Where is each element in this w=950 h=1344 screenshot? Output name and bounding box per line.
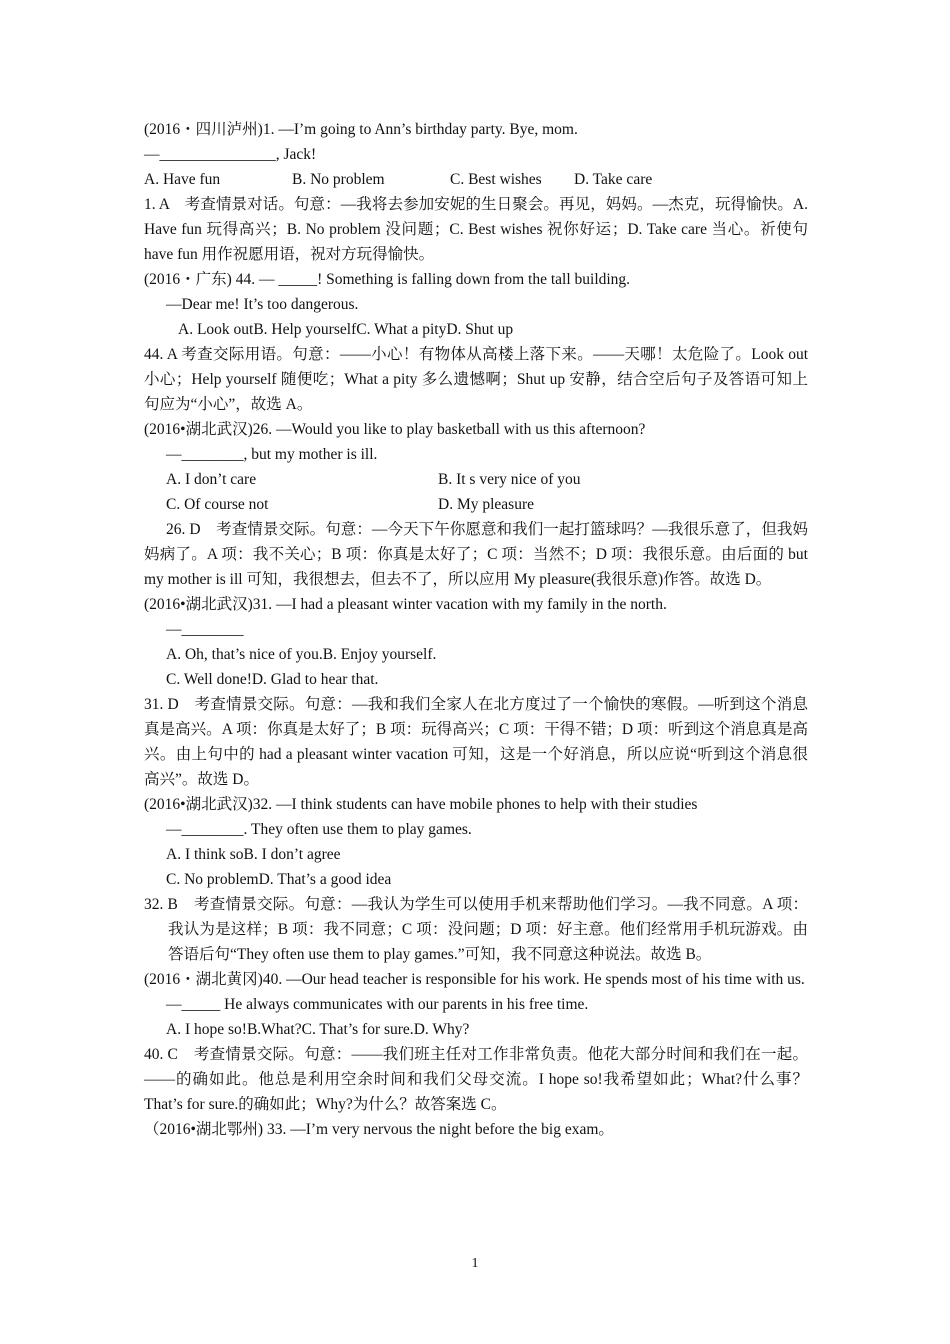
option-a: A. I hope so! <box>166 1021 247 1038</box>
question-31-options-cd <box>144 667 808 692</box>
question-32-analysis: 32. B 考查情景交际。句意：—我认为学生可以使用手机来帮助他们学习。—我不同意。A 项：我认为是这样；B 项：我不同意；C 项：没问题；D 项：好主意。他们经常用手机玩游戏。由答语后句“They often use them to play games.”可知，我不同意这种说法。故选 B。 <box>144 896 808 963</box>
option-b: B. Help yourself <box>253 321 357 338</box>
question-44-stem: (2016・广东) 44. — _____! Something is falling down from the tall building. <box>144 271 631 288</box>
option-a: A. I think so <box>166 846 244 863</box>
option-c: C. No problem <box>166 871 259 888</box>
option-d: D. Take care <box>574 171 653 188</box>
option-b: B. Enjoy yourself. <box>322 646 437 663</box>
option-b: B. It s very nice of you <box>438 471 581 488</box>
page-number: 1 <box>471 1256 479 1271</box>
option-c: C. That’s for sure. <box>301 1021 414 1038</box>
question-44-reply: —Dear me! It’s too dangerous. <box>166 296 359 313</box>
option-d: D. My pleasure <box>438 496 534 513</box>
option-d: D. Shut up <box>446 321 514 338</box>
option-a: A. Look out <box>178 321 254 338</box>
question-26-stem: (2016•湖北武汉)26. —Would you like to play basketball with us this afternoon? <box>144 421 646 438</box>
option-c: C. Of course not <box>166 496 269 513</box>
document-content <box>144 117 808 1142</box>
option-d: D. Why? <box>413 1021 470 1038</box>
option-b: B.What? <box>246 1021 302 1038</box>
question-44-analysis: 44. A 考查交际用语。句意：——小心！有物体从高楼上落下来。——天哪！太危险了。Look out 小心；Help yourself 随便吃；What a pity 多么遗憾啊；Shut up 安静，结合空后句子及答语可知上句应为“小心”，故选 A。 <box>144 346 808 413</box>
question-31-reply: —________ <box>166 621 244 638</box>
option-c: C. What a pity <box>356 321 447 338</box>
question-1-options <box>144 167 808 192</box>
question-1-analysis: 1. A 考查情景对话。句意：—我将去参加安妮的生日聚会。再见，妈妈。—杰克，玩得愉快。A. Have fun 玩得高兴；B. No problem 没问题；C. Best wishes 祝你好运；D. Take care 当心。祈使句 have fun 用作祝愿用语，祝对方玩得愉快。 <box>144 196 808 263</box>
question-44-options <box>144 317 808 342</box>
option-d: D. That’s a good idea <box>258 871 392 888</box>
question-26-analysis: 26. D 考查情景交际。句意：—今天下午你愿意和我们一起打篮球吗？—我很乐意了，但我妈妈病了。A 项：我不关心；B 项：你真是太好了；C 项：当然不；D 项：我很乐意。由后面的 but my mother is ill 可知，我很想去，但去不了，所以应用 My pleasure(我很乐意)作答。故选 D。 <box>144 521 808 588</box>
question-32-options-ab <box>144 842 808 867</box>
question-26-reply: —________, but my mother is ill. <box>166 446 378 463</box>
question-26-options-ab <box>144 467 808 492</box>
option-b: B. I don’t agree <box>243 846 341 863</box>
option-a: A. Have fun <box>144 171 221 188</box>
option-a: A. I don’t care <box>166 471 257 488</box>
question-40-options <box>144 1017 808 1042</box>
question-40-stem: (2016・湖北黄冈)40. —Our head teacher is responsible for his work. He spends most of his time with us. <box>144 971 805 988</box>
option-d: D. Glad to hear that. <box>251 671 379 688</box>
question-32-stem: (2016•湖北武汉)32. —I think students can have mobile phones to help with their studies <box>144 796 698 813</box>
question-31-analysis: 31. D 考查情景交际。句意：—我和我们全家人在北方度过了一个愉快的寒假。—听到这个消息真是高兴。A 项：你真是太好了；B 项：玩得高兴；C 项：干得不错；D 项：听到这个消息真是高兴。由上句中的 had a pleasant winter vacation 可知，这是一个好消息，所以应说“听到这个消息很高兴”。故选 D。 <box>144 696 808 788</box>
question-33-stem: （2016•湖北鄂州) 33. —I’m very nervous the night before the big exam。 <box>144 1121 614 1138</box>
question-31-stem: (2016•湖北武汉)31. —I had a pleasant winter vacation with my family in the north. <box>144 596 667 613</box>
question-32-reply: —________. They often use them to play games. <box>166 821 472 838</box>
question-1-reply: —_______________, Jack! <box>144 146 317 163</box>
option-a: A. Oh, that’s nice of you. <box>166 646 323 663</box>
question-1-stem: (2016・四川泸州)1. —I’m going to Ann’s birthday party. Bye, mom. <box>144 121 578 138</box>
question-31-options-ab <box>144 642 808 667</box>
question-32-options-cd <box>144 867 808 892</box>
option-c: C. Best wishes <box>450 171 542 188</box>
option-c: C. Well done! <box>166 671 252 688</box>
question-40-reply: —_____ He always communicates with our parents in his free time. <box>166 996 589 1013</box>
option-b: B. No problem <box>292 171 385 188</box>
question-40-analysis: 40. C 考查情景交际。句意：——我们班主任对工作非常负责。他花大部分时间和我们在一起。——的确如此。他总是利用空余时间和我们父母交流。I hope so!我希望如此；What?什么事？That’s for sure.的确如此；Why?为什么？故答案选 C。 <box>144 1046 808 1113</box>
question-26-options-cd <box>144 492 808 517</box>
